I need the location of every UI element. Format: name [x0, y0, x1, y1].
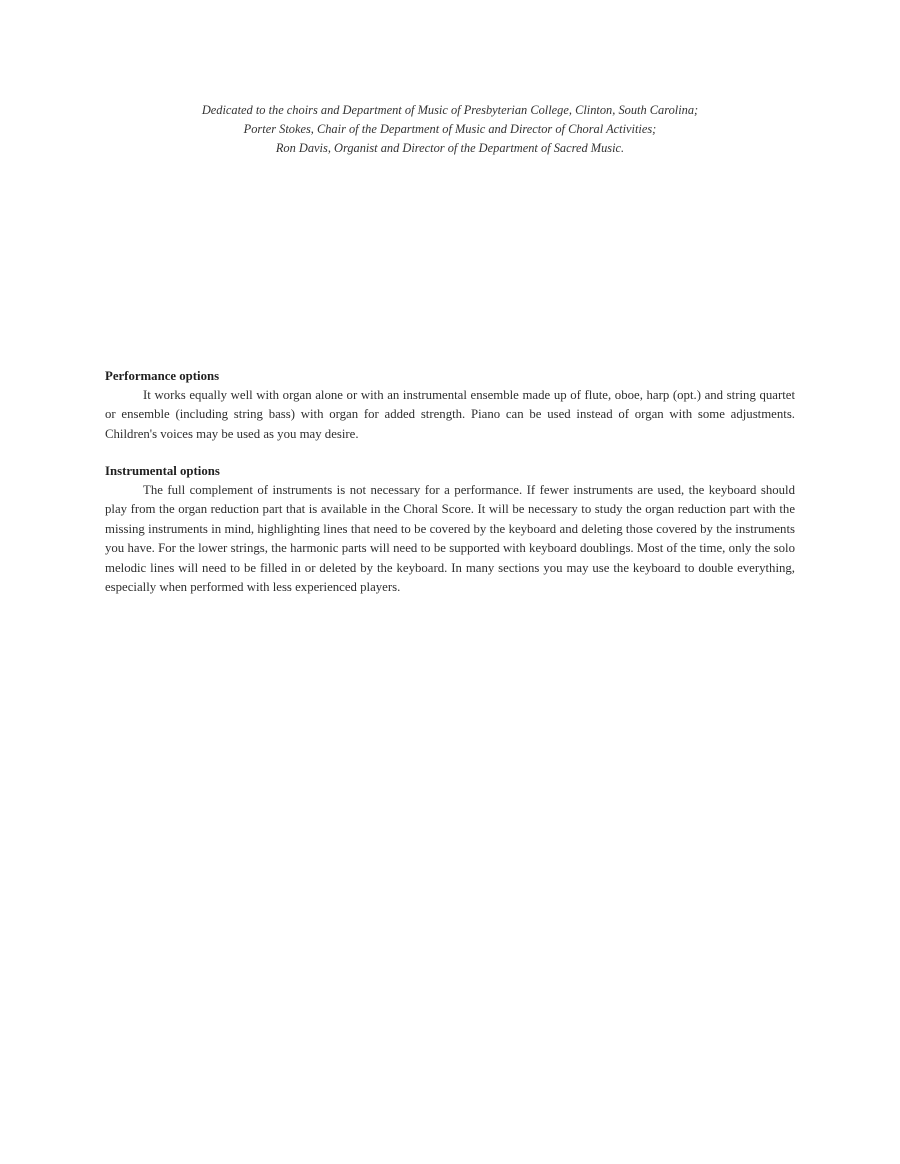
performance-options-section	[105, 367, 795, 444]
section-heading: Performance options	[105, 369, 220, 383]
instrumental-options-section	[105, 462, 795, 597]
dedication-line-3: Ron Davis, Organist and Director of the Department of Sacred Music.	[275, 141, 625, 155]
section-body: It works equally well with organ alone or with an instrumental ensemble made up of flute, oboe, harp (opt.) and string quartet or ensemble (including string bass) with organ for added strength. Piano can be used instead of organ with some adjustments. Children's voices may be used as you may desire.	[105, 388, 795, 441]
section-body: The full complement of instruments is not necessary for a performance. If fewer instruments are used, the keyboard should play from the organ reduction part that is available in the Choral Score. It will be necessary to study the organ reduction part with the missing instruments in mind, highlighting lines that need to be covered by the keyboard and deleting those covered by the instruments you have. For the lower strings, the harmonic parts will need to be supported with keyboard doublings. Most of the time, only the solo melodic lines will need to be filled in or deleted by the keyboard. In many sections you may use the keyboard to double everything, especially when performed with less experienced players.	[105, 483, 795, 595]
section-heading: Instrumental options	[105, 464, 220, 478]
dedication-block	[105, 101, 795, 158]
dedication-line-1: Dedicated to the choirs and Department of Music of Presbyterian College, Clinton, South Carolina;	[201, 103, 699, 117]
dedication-line-2: Porter Stokes, Chair of the Department of Music and Director of Choral Activities;	[243, 122, 657, 136]
